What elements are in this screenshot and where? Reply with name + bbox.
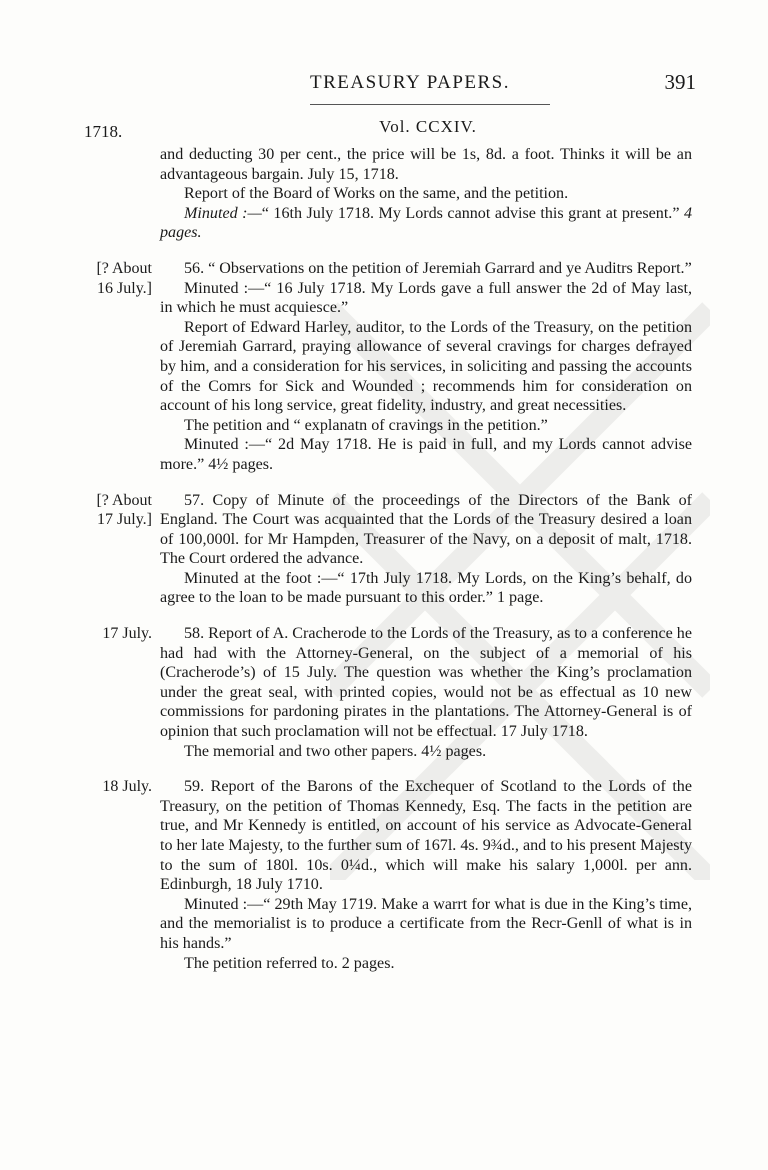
volume-heading: Vol. CCXIV. [379,117,477,136]
entry-57 [96,491,692,609]
header-title: TREASURY PAPERS. [310,72,510,93]
date-line-1: 17 July. [102,625,152,643]
entry-59 [102,777,692,973]
entry-paragraph: The petition and “ explanatn of cravings in the petition.” [184,416,548,434]
body-text [96,145,693,973]
date-line-1: [? About [96,259,152,277]
entry-58 [102,624,692,761]
entry-paragraph: 57. Copy of Minute of the proceedings of the Directors of the Bank of England. The Court was acquainted that the Lords of the Treasury desired a loan of 100,000l. for Mr Hampden, Treasurer of the Navy, on a deposit of malt, 1718. The Court ordered the advance. [160,491,692,568]
entry-paragraph: The memorial and two other papers. 4½ pages. [184,742,487,760]
intro-paragraph-2: Report of the Board of Works on the same, and the petition. [184,185,569,203]
entry-paragraph: Minuted :—“ 16 July 1718. My Lords gave a full answer the 2d of May last, in which he must acquiesce.” [160,279,692,317]
minute-text: “ 16th July 1718. My Lords cannot advise this grant at present.” [261,204,680,222]
header-rule [310,104,550,105]
date-line-1: 18 July. [102,778,152,796]
entry-paragraph: Minuted :—“ 2d May 1718. He is paid in full, and my Lords cannot advise more.” 4½ pages. [160,436,692,473]
entry-date [60,259,152,298]
entry-paragraph: 58. Report of A. Cracherode to the Lords of the Treasury, as to a conference he had had with the Attorney-General, on the subject of a memorial of his (Cracherode’s) of 15 July. The question was whether the King’s proclamation under the great seal, with printed copies, would not be as effectual as 10 new commissions for pardoning pirates in the plantations. The Attorney-General is of opinion that such proclamation will not be effectual. 17 July 1718. [160,625,692,741]
entry-paragraph: Report of Edward Harley, auditor, to the Lords of the Treasury, on the petition of Jeremiah Garrard, praying allowance of several cravings for charges defrayed by him, and a consideration for his services, in soliciting and passing the accounts of the Comrs for Sick and Wounded ; recommends him for consideration on account of his long service, great fidelity, industry, and great necessities. [160,318,692,415]
entry-56 [96,259,692,475]
intro-paragraph-3 [160,204,692,243]
entry-date [60,491,152,530]
date-line-2: 16 July.] [97,279,152,297]
entry-paragraph: Minuted :—“ 29th May 1719. Make a warrt for what is due in the King’s time, and the memorialist is to produce a certificate from the Recr-Genll of what is in his hands.” [160,895,692,952]
running-header [160,72,696,98]
year-label: 1718. [84,122,123,141]
entry-date [60,777,152,797]
page-count: 4 pages. [160,204,693,242]
entry-paragraph: 59. Report of the Barons of the Exchequer of Scotland to the Lords of the Treasury, on the petition of Thomas Kennedy, Esq. The facts in the petition are true, and Mr Kennedy is entitled, on account of his service as Advocate-General to her late Majesty, to the further sum of 167l. 4s. 9¾d., and to his present Majesty to the sum of 180l. 10s. 0¼d., which will make his salary 1,000l. per ann. Edinburgh, 18 July 1710. [160,778,692,894]
entry-paragraph: The petition referred to. 2 pages. [184,954,395,972]
intro-paragraph-1: and deducting 30 per cent., the price will be 1s, 8d. a foot. Thinks it will be an advantageous bargain. July 15, 1718. [160,146,692,183]
date-line-2: 17 July.] [97,511,152,529]
entry-paragraph: Minuted at the foot :—“ 17th July 1718. My Lords, on the King’s behalf, do agree to the loan to be made pursuant to this order.” 1 page. [160,569,692,607]
minuted-label: Minuted :— [184,204,262,222]
entry-paragraph: 56. “ Observations on the petition of Jeremiah Garrard and ye Auditrs Report.” [184,259,692,277]
date-line-1: [? About [96,491,152,509]
entry-date [60,624,152,644]
page-number: 391 [664,70,696,94]
